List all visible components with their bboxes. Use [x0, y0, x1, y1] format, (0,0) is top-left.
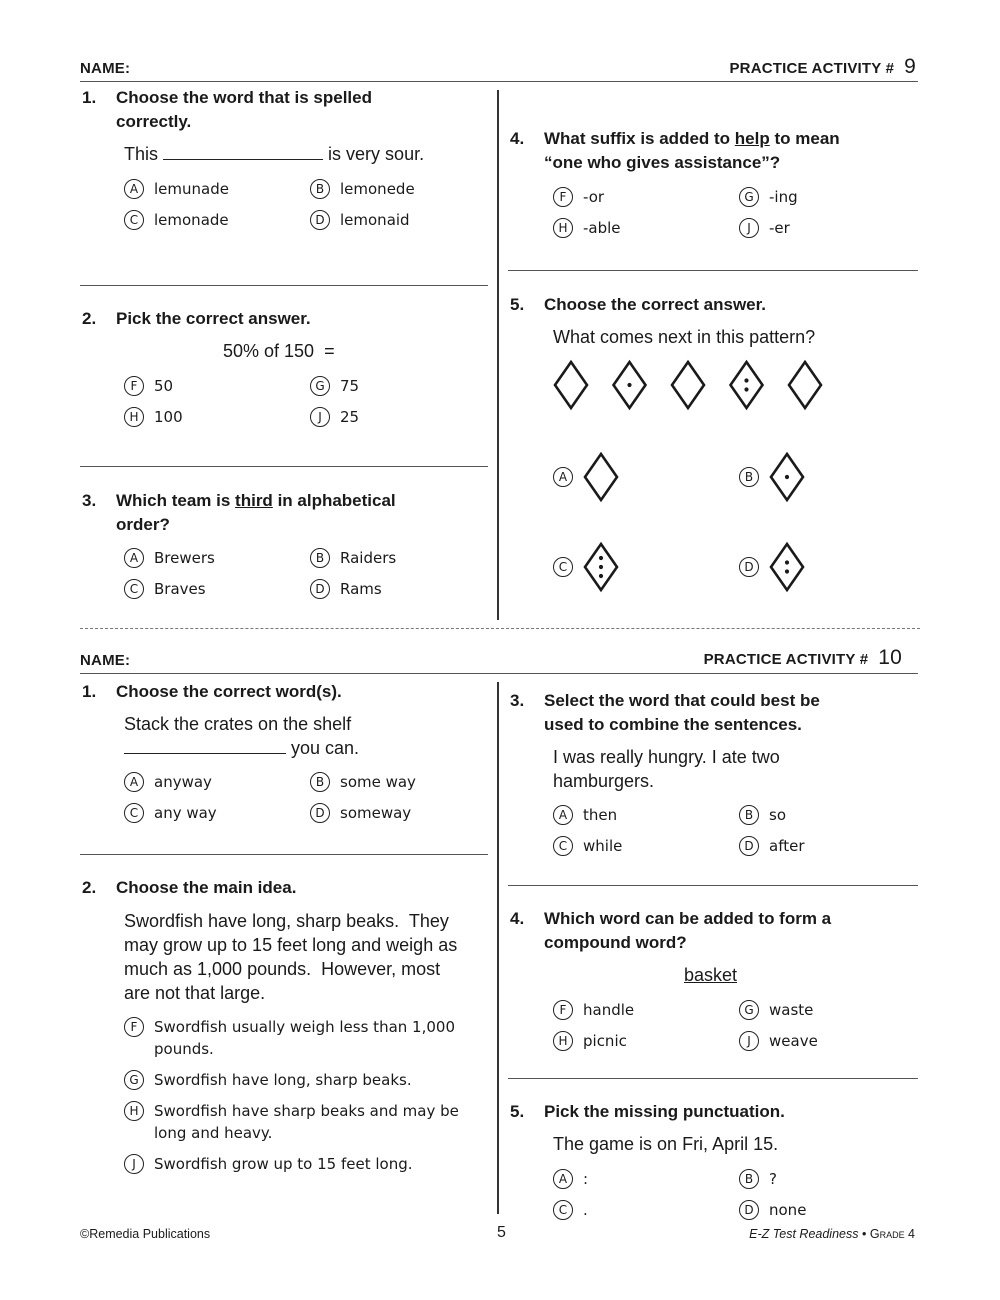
- question-text: Choose the word that is spelled correctly.: [116, 88, 372, 131]
- diamond-dot: [785, 569, 789, 573]
- answer-option-g[interactable]: G waste: [739, 1000, 813, 1020]
- diamond-dot: [785, 475, 789, 479]
- section-divider: [508, 1078, 918, 1079]
- answer-option-b[interactable]: B some way: [310, 772, 416, 792]
- section-divider: [80, 285, 488, 286]
- answer-option-f[interactable]: F 50: [124, 376, 173, 396]
- answer-option-h[interactable]: H Swordfish have sharp beaks and may be long and heavy.: [124, 1100, 459, 1144]
- bubble-g: G: [739, 1000, 759, 1020]
- grade-label: Grade 4: [869, 1227, 915, 1241]
- bubble-c: C: [124, 579, 144, 599]
- answer-option-f[interactable]: F handle: [553, 1000, 634, 1020]
- bubble-c: C: [553, 557, 573, 577]
- column-divider: [497, 90, 499, 620]
- section-divider: [508, 270, 918, 271]
- bubble-h: H: [124, 407, 144, 427]
- bubble-d: D: [739, 557, 759, 577]
- answer-option-c[interactable]: C lemonade: [124, 210, 229, 230]
- activity-label: PRACTICE ACTIVITY #: [703, 651, 869, 668]
- bubble-b: B: [739, 805, 759, 825]
- answer-option-b[interactable]: [739, 452, 805, 502]
- bubble-f: F: [553, 187, 573, 207]
- question-number: 2.: [82, 309, 97, 328]
- answer-option-a[interactable]: A then: [553, 805, 617, 825]
- answer-blank: [163, 159, 323, 160]
- answer-option-b[interactable]: B so: [739, 805, 786, 825]
- question-number: 4.: [510, 909, 525, 928]
- bubble-b: B: [310, 548, 330, 568]
- diamond-shape: [555, 362, 587, 408]
- answer-option-d[interactable]: D lemonaid: [310, 210, 410, 230]
- answer-option-c[interactable]: C Braves: [124, 579, 206, 599]
- page-number: 5: [497, 1224, 506, 1241]
- diamond-dot: [744, 378, 748, 382]
- section-divider: [508, 885, 918, 886]
- question-prompt: I was really hungry. I ate two hamburgers.: [553, 747, 780, 791]
- activity-number: 10: [878, 646, 902, 669]
- answer-option-j[interactable]: J -er: [739, 218, 790, 238]
- bubble-f: F: [124, 1017, 144, 1037]
- question-number: 3.: [510, 691, 525, 710]
- answer-option-g[interactable]: G -ing: [739, 187, 798, 207]
- answer-blank: [124, 753, 286, 754]
- question-text: Which team is third in alphabetical order?: [116, 491, 396, 534]
- answer-option-h[interactable]: H -able: [553, 218, 621, 238]
- answer-option-c[interactable]: C .: [553, 1200, 588, 1220]
- answer-option-d[interactable]: D someway: [310, 803, 411, 823]
- answer-option-c[interactable]: C any way: [124, 803, 217, 823]
- activity-label: PRACTICE ACTIVITY #: [729, 60, 895, 77]
- book-title-text: E-Z Test Readiness: [749, 1227, 859, 1241]
- answer-option-b[interactable]: B Raiders: [310, 548, 396, 568]
- diamond-icon: [769, 542, 805, 592]
- bubble-d: D: [310, 579, 330, 599]
- bubble-g: G: [739, 187, 759, 207]
- column-divider: [497, 682, 499, 1214]
- question-number: 5.: [510, 295, 525, 314]
- question-prompt: 50% of 150 =: [223, 341, 335, 361]
- header-rule: [80, 81, 918, 82]
- bubble-c: C: [553, 836, 573, 856]
- answer-option-f[interactable]: F Swordfish usually weigh less than 1,000 pounds.: [124, 1016, 455, 1060]
- answer-option-d[interactable]: D Rams: [310, 579, 382, 599]
- bubble-d: D: [739, 1200, 759, 1220]
- activity-header: [704, 646, 902, 670]
- diamond-dot: [744, 387, 748, 391]
- diamond-shape: [771, 544, 803, 590]
- bubble-j: J: [739, 1031, 759, 1051]
- question-3: [510, 689, 920, 739]
- answer-option-j[interactable]: J Swordfish grow up to 15 feet long.: [124, 1153, 413, 1175]
- diamond-shape: [672, 362, 704, 408]
- question-2: [82, 307, 482, 333]
- answer-option-a[interactable]: A Brewers: [124, 548, 215, 568]
- question-number: 2.: [82, 878, 97, 897]
- question-text: Choose the main idea.: [116, 878, 297, 897]
- activity-number: 9: [904, 55, 916, 78]
- answer-option-d[interactable]: [739, 542, 805, 592]
- answer-option-a[interactable]: A :: [553, 1169, 588, 1189]
- answer-option-c[interactable]: C while: [553, 836, 622, 856]
- question-prompt: This is very sour.: [124, 144, 425, 164]
- question-prompt: basket: [684, 965, 738, 985]
- question-prompt: Stack the crates on the shelf you can.: [124, 714, 360, 758]
- diamond-shape: [585, 454, 617, 500]
- question-text: Choose the correct answer.: [544, 295, 767, 314]
- activity-header: [729, 55, 916, 79]
- diamond-dot: [599, 556, 603, 560]
- bubble-b: B: [739, 467, 759, 487]
- answer-option-h[interactable]: H picnic: [553, 1031, 627, 1051]
- bubble-c: C: [124, 210, 144, 230]
- bubble-j: J: [310, 407, 330, 427]
- bubble-g: G: [310, 376, 330, 396]
- answer-option-g[interactable]: G 75: [310, 376, 359, 396]
- bubble-j: J: [124, 1154, 144, 1174]
- bubble-b: B: [739, 1169, 759, 1189]
- bubble-a: A: [553, 1169, 573, 1189]
- name-label: NAME:: [80, 652, 131, 669]
- answer-option-a[interactable]: A anyway: [124, 772, 212, 792]
- question-4: [510, 907, 920, 957]
- bubble-d: D: [739, 836, 759, 856]
- question-text: Pick the missing punctuation.: [544, 1102, 785, 1121]
- bubble-a: A: [124, 772, 144, 792]
- diamond-dot: [599, 574, 603, 578]
- answer-option-d[interactable]: D none: [739, 1200, 806, 1220]
- diamond-dot: [599, 565, 603, 569]
- question-3: [82, 489, 492, 539]
- question-5: [510, 1100, 920, 1126]
- bubble-a: A: [124, 548, 144, 568]
- diamond-dot: [785, 560, 789, 564]
- question-text: Pick the correct answer.: [116, 309, 311, 328]
- question-5: [510, 293, 920, 319]
- diamond-icon: [769, 452, 805, 502]
- answer-option-j[interactable]: J 25: [310, 407, 359, 427]
- publisher-credit: ©Remedia Publications: [80, 1227, 211, 1241]
- question-number: 4.: [510, 129, 525, 148]
- bubble-a: A: [553, 467, 573, 487]
- question-prompt: What comes next in this pattern?: [553, 327, 816, 347]
- bubble-j: J: [739, 218, 759, 238]
- answer-option-f[interactable]: F -or: [553, 187, 604, 207]
- bubble-h: H: [553, 218, 573, 238]
- bubble-a: A: [553, 805, 573, 825]
- answer-option-d[interactable]: D after: [739, 836, 805, 856]
- bubble-g: G: [124, 1070, 144, 1090]
- bubble-b: B: [310, 179, 330, 199]
- bubble-b: B: [310, 772, 330, 792]
- bubble-c: C: [124, 803, 144, 823]
- question-prompt: The game is on Fri, April 15.: [553, 1134, 779, 1154]
- question-1: [82, 680, 482, 706]
- bubble-d: D: [310, 803, 330, 823]
- question-number: 3.: [82, 491, 97, 510]
- bubble-f: F: [124, 376, 144, 396]
- question-text: Choose the correct word(s).: [116, 682, 342, 701]
- answer-option-c[interactable]: [553, 542, 619, 592]
- answer-option-g[interactable]: G Swordfish have long, sharp beaks.: [124, 1069, 412, 1091]
- question-text: Which word can be added to form a compound word?: [544, 909, 832, 952]
- diamond-icon: [583, 542, 619, 592]
- answer-option-a[interactable]: A lemunade: [124, 179, 229, 199]
- bubble-c: C: [553, 1200, 573, 1220]
- answer-option-b[interactable]: B lemonede: [310, 179, 415, 199]
- title-separator: •: [861, 1227, 867, 1241]
- bubble-a: A: [124, 179, 144, 199]
- answer-option-b[interactable]: B ?: [739, 1169, 777, 1189]
- question-4: [510, 127, 920, 177]
- answer-option-h[interactable]: H 100: [124, 407, 183, 427]
- diamond-shape: [731, 362, 763, 408]
- bubble-h: H: [124, 1101, 144, 1121]
- section-divider: [80, 466, 488, 467]
- book-title: [749, 1227, 915, 1241]
- diamond-shape: [789, 362, 821, 408]
- question-number: 1.: [82, 88, 97, 107]
- bubble-h: H: [553, 1031, 573, 1051]
- question-text: What suffix is added to help to mean “one who gives assistance”?: [544, 129, 840, 172]
- question-number: 5.: [510, 1102, 525, 1121]
- bubble-f: F: [553, 1000, 573, 1020]
- header-rule: [80, 673, 918, 674]
- diamond-dot: [627, 383, 631, 387]
- diamond-icon: [583, 452, 619, 502]
- question-number: 1.: [82, 682, 97, 701]
- question-2: [82, 876, 482, 902]
- diamond-pattern: [545, 358, 835, 412]
- section-divider: [80, 854, 488, 855]
- bubble-d: D: [310, 210, 330, 230]
- question-text: Select the word that could best be used to combine the sentences.: [544, 691, 820, 734]
- answer-option-a[interactable]: [553, 452, 619, 502]
- passage: Swordfish have long, sharp beaks. They may grow up to 15 feet long and weigh as much as 1,000 pounds. However, most are not that large.: [124, 911, 458, 1003]
- answer-option-j[interactable]: J weave: [739, 1031, 818, 1051]
- question-1: [82, 86, 482, 136]
- cut-line: [80, 628, 920, 629]
- name-label: NAME:: [80, 60, 131, 77]
